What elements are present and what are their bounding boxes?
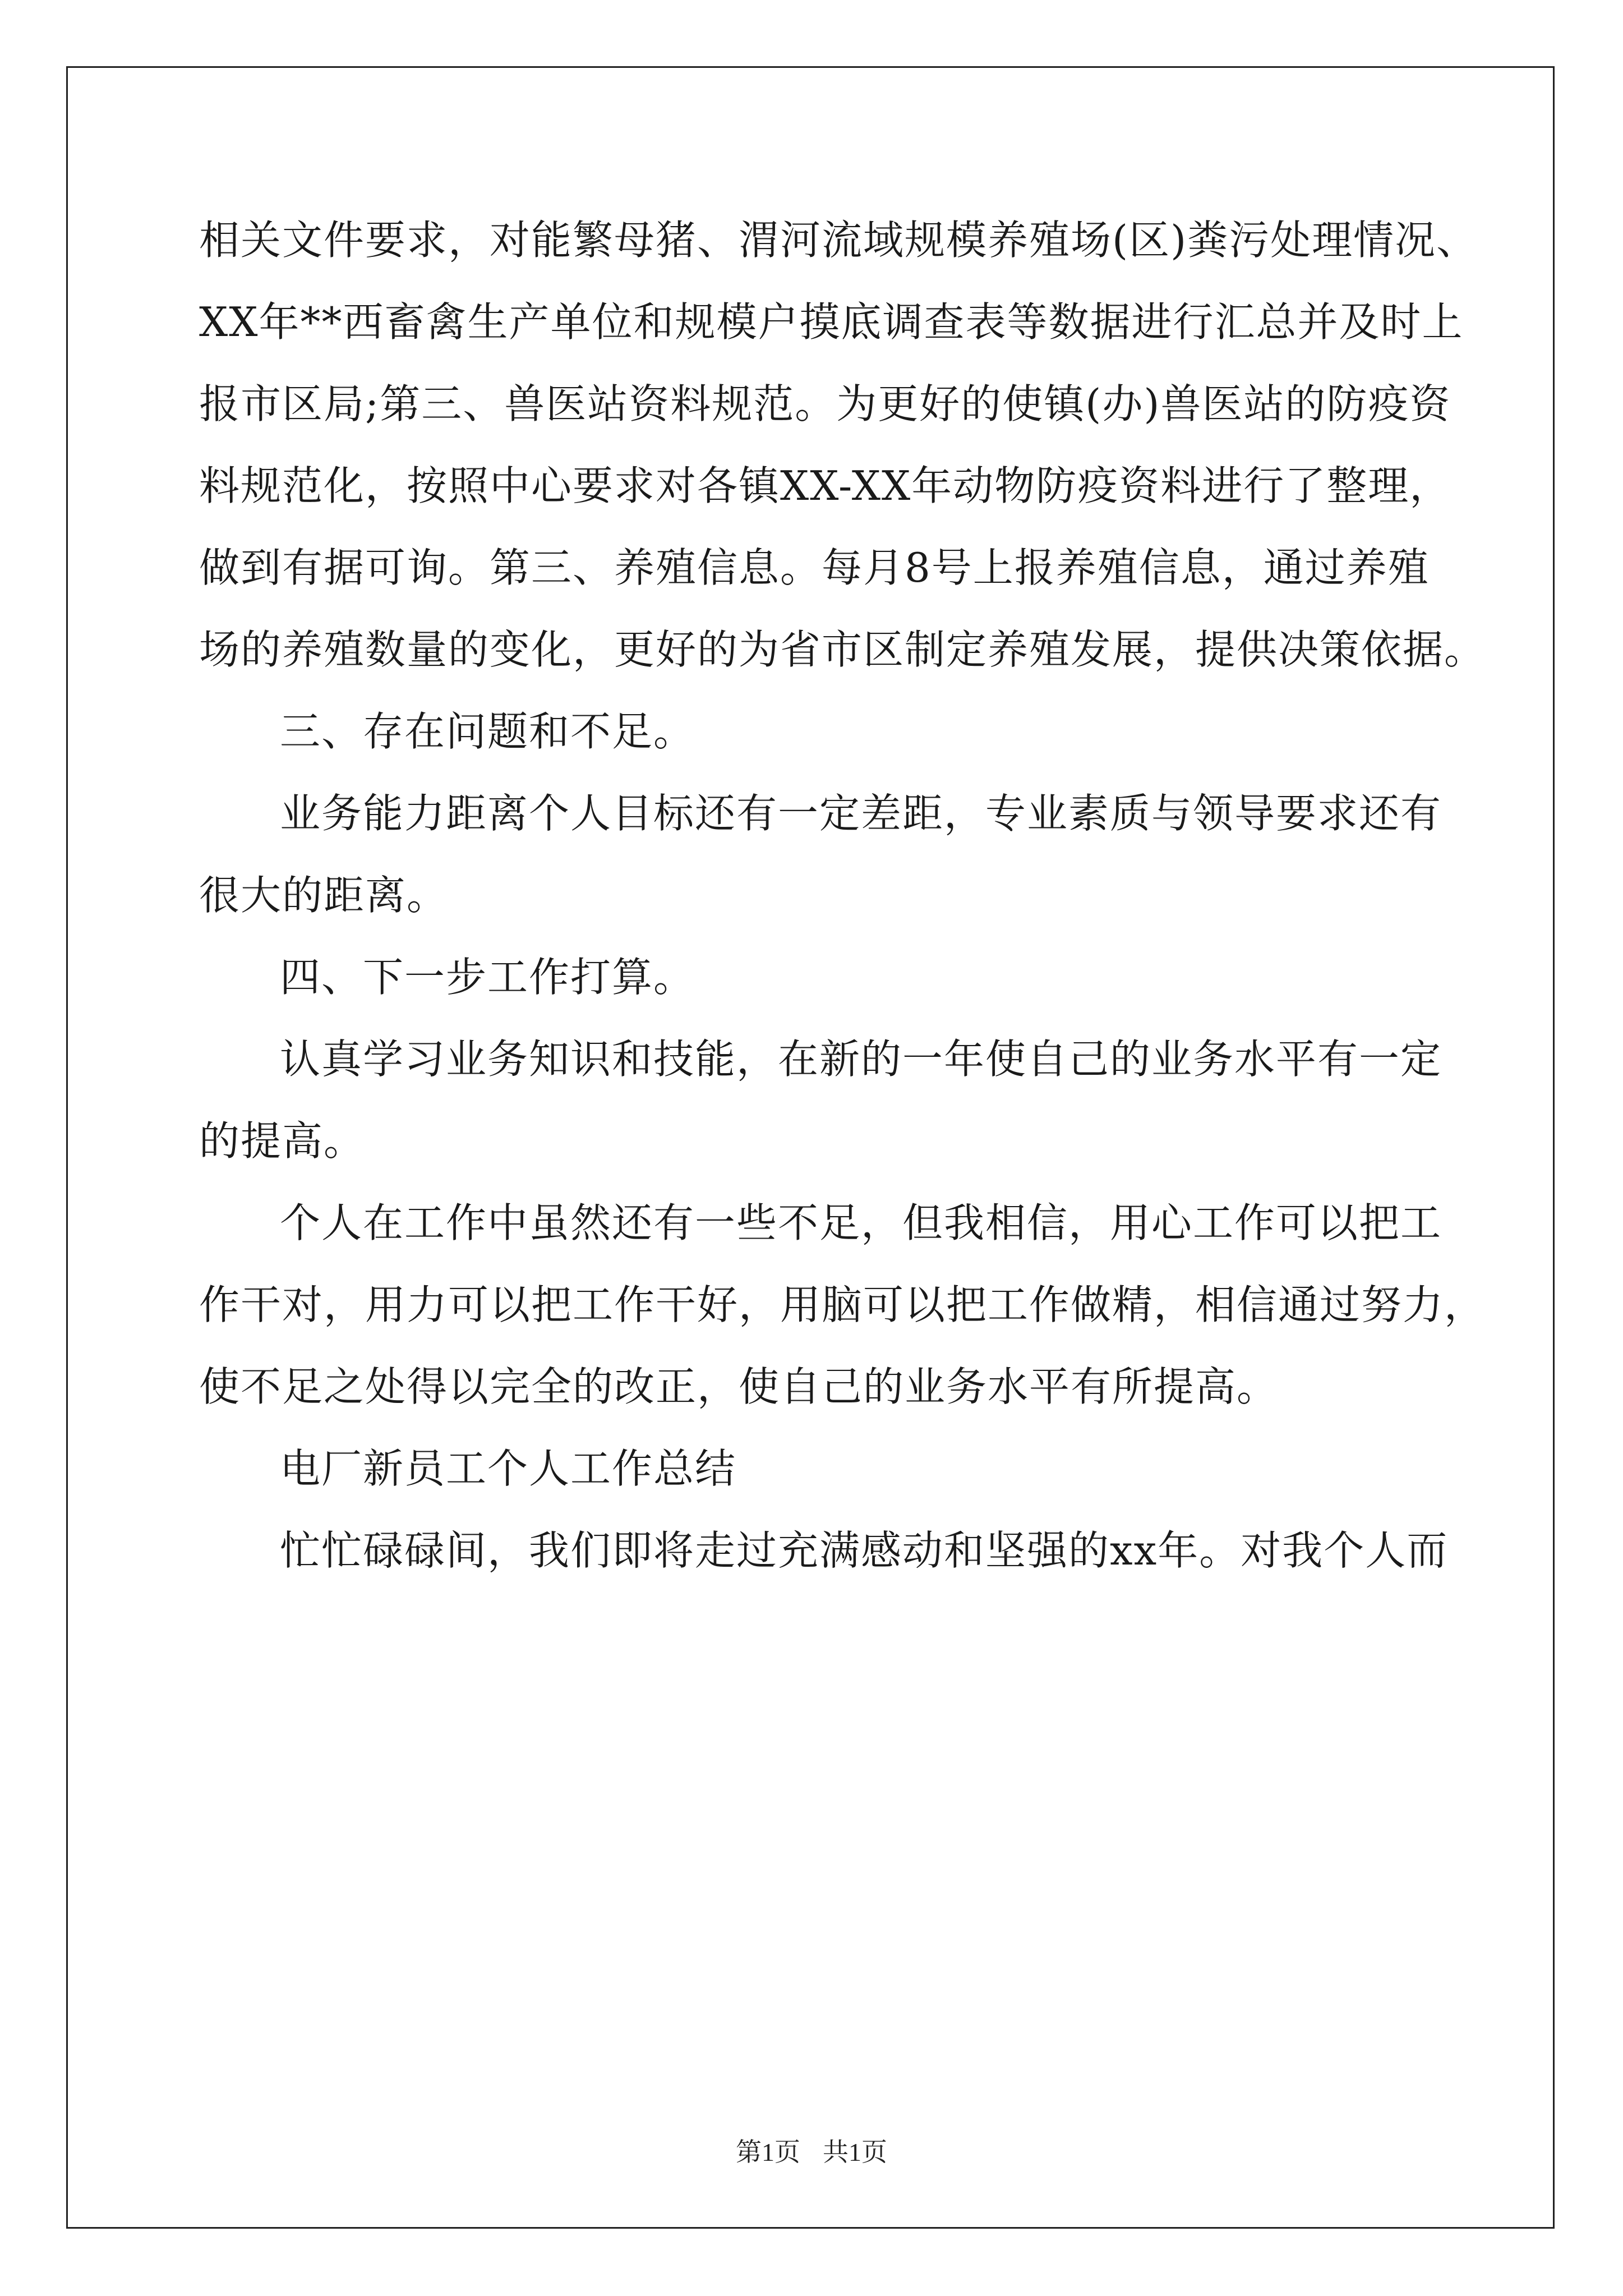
paragraph-p6 (199, 1182, 1486, 1428)
paragraph-line: 个人在工作中虽然还有一些不足，但我相信，用心工作可以把工 (280, 1199, 1442, 1246)
paragraph-line: 电厂新员工个人工作总结 (280, 1445, 737, 1492)
page-footer (0, 2132, 1623, 2169)
page-number: 第1页 (736, 2138, 800, 2166)
paragraph-line: 做到有据可询。第三、养殖信息。每月8号上报养殖信息，通过养殖 (199, 544, 1430, 591)
paragraph-p8 (199, 1510, 1449, 1591)
paragraph-line: 相关文件要求，对能繁母猪、渭河流域规模养殖场(区)粪污处理情况、 (199, 217, 1478, 264)
paragraph-line: 四、下一步工作打算。 (280, 954, 695, 1001)
paragraph-line: 业务能力距离个人目标还有一定差距，专业素质与领导要求还有 (280, 790, 1442, 837)
page-total: 共1页 (823, 2138, 887, 2166)
paragraph-line: XX年**西畜禽生产单位和规模户摸底调查表等数据进行汇总并及时上 (199, 298, 1464, 346)
paragraph-line: 忙忙碌碌间，我们即将走过充满感动和坚强的xx年。对我个人而 (280, 1527, 1449, 1574)
paragraph-p5 (199, 1018, 1442, 1182)
paragraph-p1 (199, 199, 1486, 691)
paragraph-line: 场的养殖数量的变化，更好的为省市区制定养殖发展，提供决策依据。 (199, 626, 1486, 673)
paragraph-line: 的提高。 (199, 1117, 366, 1165)
paragraph-line: 作干对，用力可以把工作干好，用脑可以把工作做精，相信通过努力， (199, 1281, 1486, 1328)
paragraph-line: 三、存在问题和不足。 (280, 708, 695, 755)
paragraph-line: 使不足之处得以完全的改正，使自己的业务水平有所提高。 (199, 1363, 1279, 1410)
paragraph-line: 料规范化，按照中心要求对各镇XX-XX年动物防疫资料进行了整理， (199, 462, 1451, 509)
paragraph-line: 报市区局;第三、兽医站资料规范。为更好的使镇(办)兽医站的防疫资 (199, 380, 1451, 427)
paragraph-p2 (199, 691, 1436, 772)
paragraph-line: 很大的距离。 (199, 872, 449, 919)
paragraph-p7 (199, 1428, 1436, 1510)
document-body (199, 199, 1486, 1591)
paragraph-p3 (199, 772, 1442, 936)
paragraph-line: 认真学习业务知识和技能，在新的一年使自己的业务水平有一定 (280, 1036, 1442, 1083)
paragraph-p4 (199, 936, 1436, 1018)
